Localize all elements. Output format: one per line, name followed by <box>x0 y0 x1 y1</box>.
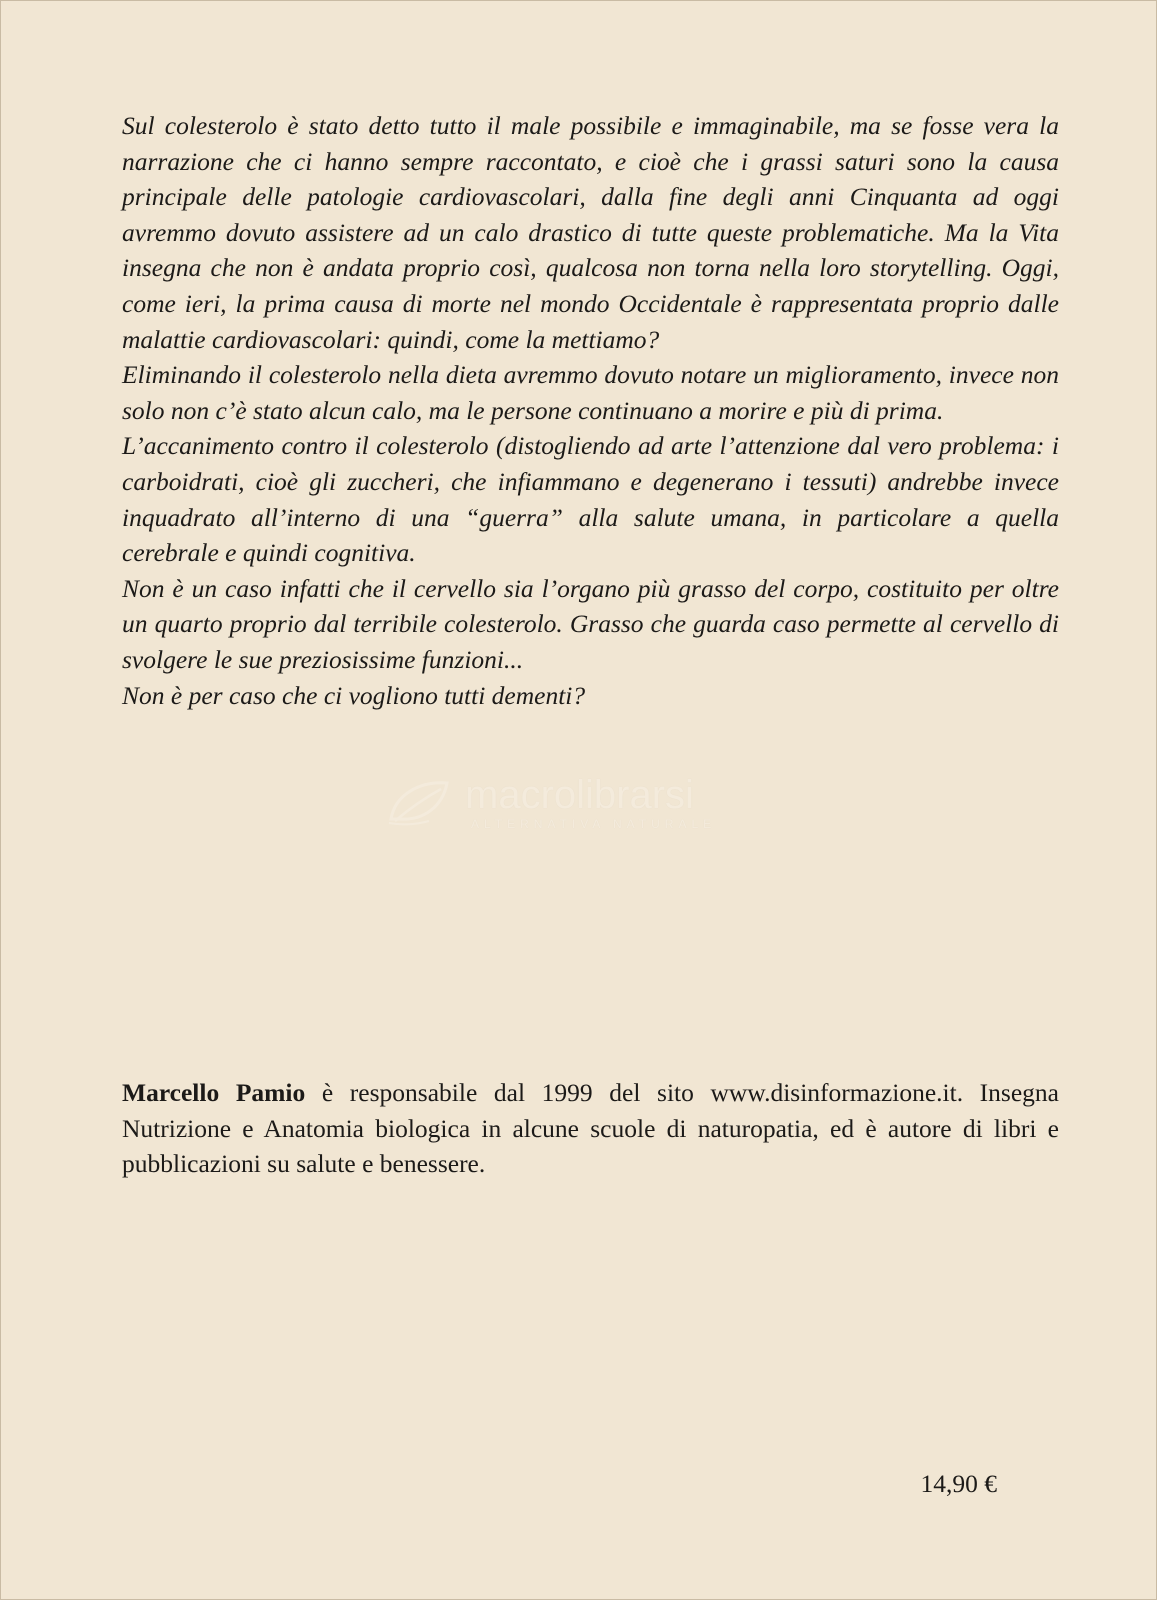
watermark-tagline: ALTERNATIVA NATURALE <box>471 817 717 831</box>
leaf-logo-icon <box>385 775 453 827</box>
blurb-paragraph: Eliminando il colesterolo nella dieta avremmo dovuto notare un miglioramento, invece non solo non c’è stato alcun calo, ma le persone continuano a morire e più di prima. <box>122 360 1059 425</box>
blurb-paragraph: L’accanimento contro il colesterolo (distogliendo ad arte l’attenzione dal vero problema: i carboidrati, cioè gli zuccheri, che infiammano e degenerano i tessuti) andrebbe invece inquadrato all’interno di una “guerra” alla salute umana, in particolare a quella cerebrale e quindi cognitiva. <box>122 431 1059 568</box>
author-name: Marcello Pamio <box>122 1078 306 1107</box>
price-label: 14,90 € <box>920 1469 997 1498</box>
author-description: è responsabile dal 1999 del sito www.disinformazione.it. Insegna Nutrizione e Anatomia biologica in alcune scuole di naturopatia, ed è autore di libri e pubblicazioni su salute e benessere. <box>122 1078 1059 1179</box>
blurb-paragraph: Non è per caso che ci vogliono tutti dementi? <box>122 680 586 710</box>
author-bio <box>122 1075 1059 1182</box>
blurb-paragraph: Sul colesterolo è stato detto tutto il male possibile e immaginabile, ma se fosse vera la narrazione che ci hanno sempre raccontato, e cioè che i grassi saturi sono la causa principale delle patologie cardiovascolari, dalla fine degli anni Cinquanta ad oggi avremmo dovuto assistere ad un calo drastico di tutte queste problematiche. Ma la Vita insegna che non è andata proprio così, qualcosa non torna nella loro storytelling. Oggi, come ieri, la prima causa di morte nel mondo Occidentale è rappresentata proprio dalle malattie cardiovascolari: quindi, come la mettiamo? <box>122 111 1059 354</box>
blurb-text <box>122 108 1059 713</box>
watermark-name: macrolibrarsi <box>465 773 694 817</box>
watermark <box>385 773 785 837</box>
blurb-paragraph: Non è un caso infatti che il cervello sia l’organo più grasso del corpo, costituito per oltre un quarto proprio dal terribile colesterolo. Grasso che guarda caso permette al cervello di svolgere le sue preziosissime funzioni... <box>122 573 1059 674</box>
